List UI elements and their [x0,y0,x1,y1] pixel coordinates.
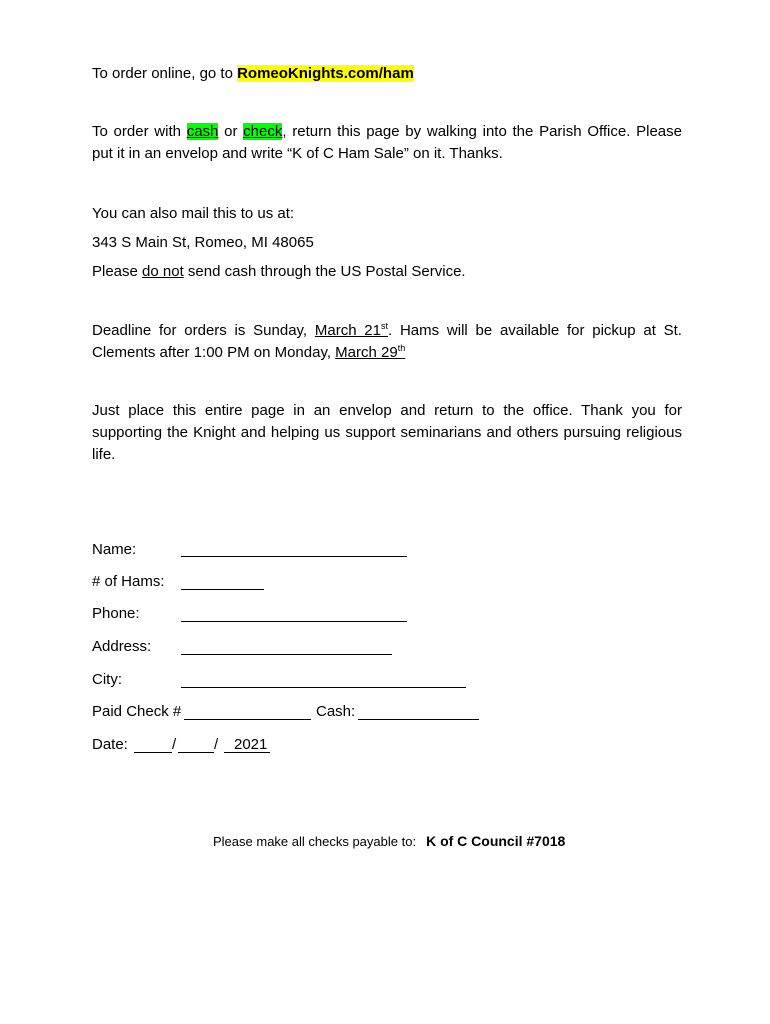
address-label: Address: [92,638,152,655]
date-day-field[interactable] [178,751,214,753]
name-label: Name: [92,541,137,558]
online-order-prefix: To order online, go to [92,65,238,82]
deadline-text-1: Deadline for orders is Sunday, [92,322,315,339]
deadline-date-1-text: March 21 [314,322,381,339]
closing-paragraph: Just place this entire page in an envelop and return to the office. Thank you for supporting the Knight and helping us support seminarians and others pursuing religious life. [92,402,682,463]
city-label: City: [92,671,122,688]
mail-warning-emphasis: do not [142,263,184,280]
date-separator-2: / [214,736,219,753]
cash-check-paragraph [92,121,682,165]
phone-label: Phone: [92,605,140,622]
mail-intro: You can also mail this to us at: [92,205,295,222]
online-order-link[interactable]: RomeoKnights.com/ham [237,65,414,82]
pickup-date-suffix: th [397,343,406,353]
name-field[interactable] [181,555,407,557]
deadline-date-1-suffix: st [381,321,389,331]
cash-amount-field[interactable] [358,718,479,720]
pickup-date [335,344,405,361]
address-field[interactable] [181,653,392,655]
cash-highlight: cash [186,123,219,140]
mail-address: 343 S Main St, Romeo, MI 48065 [92,234,314,251]
date-year: 2021 [234,736,268,753]
online-order-line [92,63,414,85]
mail-warning [92,261,466,283]
cash-label: Cash: [316,703,356,720]
date-label: Date: [92,736,128,753]
payee-name: K of C Council #7018 [426,833,566,849]
hams-label: # of Hams: [92,573,165,590]
deadline-date-1 [315,322,388,339]
city-field[interactable] [181,686,466,688]
cash-check-or: or [218,123,244,140]
mail-warning-suffix: send cash through the US Postal Service. [183,263,466,280]
hams-field[interactable] [181,588,264,590]
cash-check-text-2: , return this page by walking into the Parish Office. Please put it in an envelop and write “K of C Ham Sale” on it. Thanks. [92,123,682,162]
mail-warning-prefix: Please [92,263,143,280]
deadline-text-2: . Hams will be available for pickup at St. Clements after 1:00 PM on Monday, [92,322,682,361]
date-month-field[interactable] [134,751,172,753]
payable-text: Please make all checks payable to: [213,834,417,849]
date-separator-1: / [172,736,177,753]
cash-check-text-1: To order with [92,123,187,140]
payable-note [213,832,565,851]
deadline-paragraph [92,320,682,364]
check-highlight: check [243,123,283,140]
phone-field[interactable] [181,620,407,622]
paid-check-label: Paid Check # [92,703,182,720]
pickup-date-text: March 29 [335,344,398,361]
check-number-field[interactable] [184,718,311,720]
